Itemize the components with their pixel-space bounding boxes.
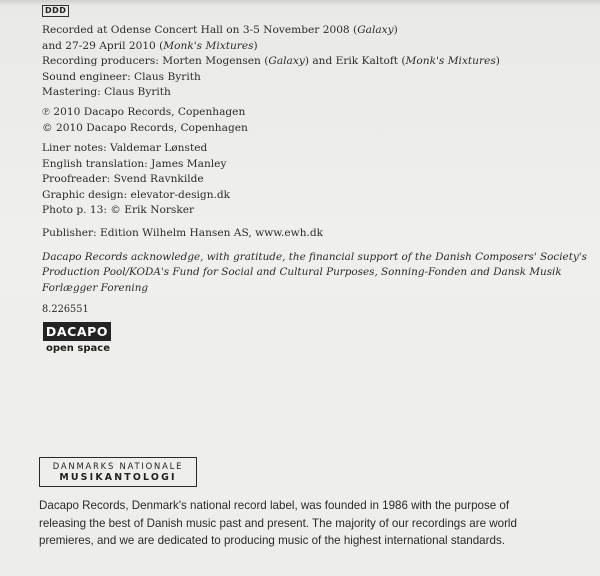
copyright-block — [42, 105, 582, 136]
ack-line: Production Pool/KODA's Fund for Social and Cultural Purposes, Sonning-Fonden and Dansk Musik — [42, 266, 562, 279]
credit-graphic-design: Graphic design: elevator-design.dk — [42, 188, 231, 201]
about-line: premieres, and we are dedicated to producing music of the highest international standards. — [39, 534, 505, 547]
ack-line: Forlægger Forening — [42, 281, 149, 294]
acknowledgement — [42, 250, 587, 296]
publisher: Publisher: Edition Wilhelm Hansen AS, www.ewh.dk — [42, 227, 324, 239]
open-space-tagline: open space — [46, 343, 110, 354]
dacapo-logo: DACAPO — [43, 322, 111, 341]
recording-line: and 27-29 April 2010 (Monk's Mixtures) — [42, 39, 258, 52]
credit-liner-notes: Liner notes: Valdemar Lønsted — [42, 142, 208, 154]
sound-engineer: Sound engineer: Claus Byrith — [42, 70, 201, 83]
catalog-number: 8.226551 — [42, 304, 89, 315]
about-line: releasing the best of Danish music past and present. The majority of our recordings are world — [39, 516, 517, 530]
about-line: Dacapo Records, Denmark's national record label, was founded in 1986 with the purpose of — [39, 499, 510, 512]
credit-photo: Photo p. 13: © Erik Norsker — [42, 204, 195, 217]
ack-line: Dacapo Records acknowledge, with gratitude, the financial support of the Danish Composers' Society's — [42, 251, 587, 263]
phonogram-copyright: ℗ 2010 Dacapo Records, Copenhagen — [42, 106, 246, 118]
credit-translation: English translation: James Manley — [42, 157, 227, 170]
recording-producers: Recording producers: Morten Mogensen (Galaxy) and Erik Kaltoft (Monk's Mixtures) — [42, 55, 500, 68]
credits-block — [42, 141, 582, 219]
mastering: Mastering: Claus Byrith — [42, 86, 171, 99]
recording-details — [42, 23, 582, 101]
musikantologi-logo-line1: DANMARKS NATIONALE — [52, 461, 184, 471]
musikantologi-logo-line2: MUSIKANTOLOGI — [59, 472, 177, 483]
about-dacapo — [39, 497, 559, 550]
top-shadow — [0, 0, 600, 6]
copyright: © 2010 Dacapo Records, Copenhagen — [42, 121, 248, 134]
catalog-block — [42, 302, 582, 318]
credit-proofreader: Proofreader: Svend Ravnkilde — [42, 173, 204, 186]
publisher-block — [42, 226, 582, 242]
recording-line: Recorded at Odense Concert Hall on 3-5 November 2008 (Galaxy) — [42, 24, 398, 36]
ddd-badge: DDD — [42, 5, 69, 17]
musikantologi-logo — [39, 457, 197, 487]
